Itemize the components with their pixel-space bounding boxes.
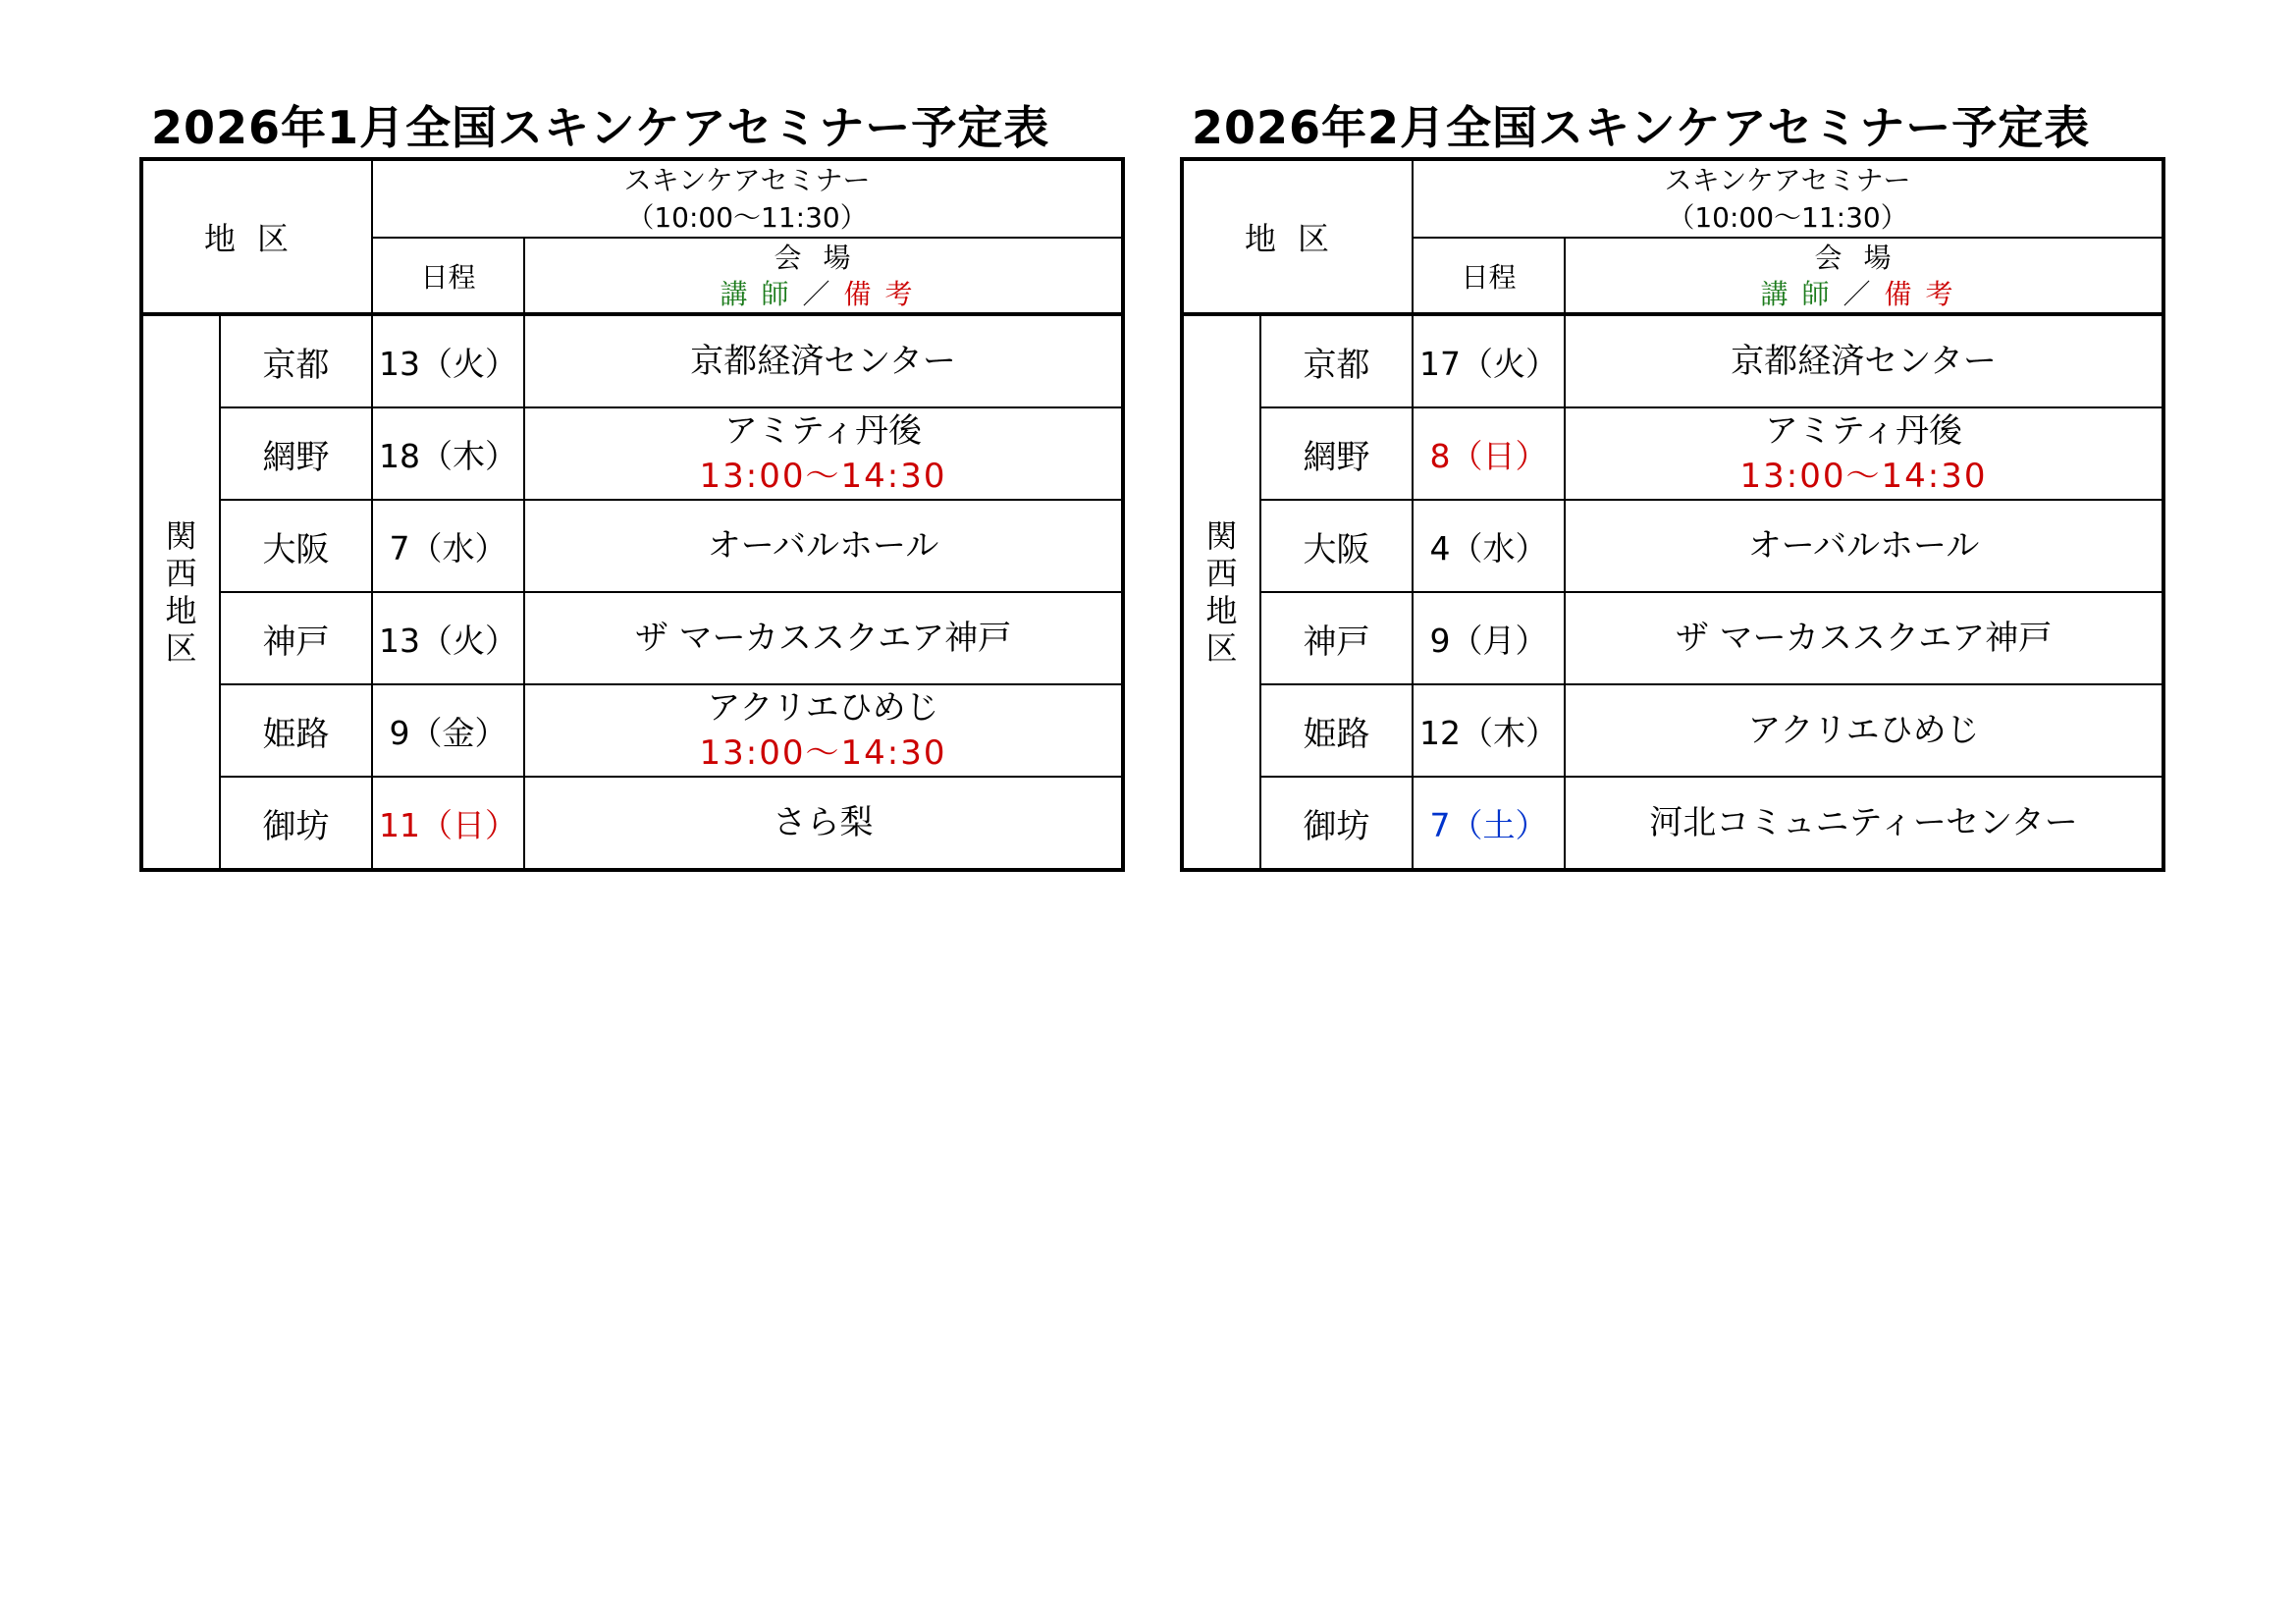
venue-cell (1565, 314, 2163, 407)
venue-name: アミティ丹後 (723, 411, 923, 451)
region-char: 西 (1205, 555, 1238, 592)
city-cell: 京都 (220, 314, 372, 407)
city-cell: 大阪 (1260, 500, 1413, 592)
venue-name: アクリエひめじ (1747, 711, 1980, 750)
date-cell: 9（金） (372, 684, 524, 777)
header-remarks: 備考 (843, 277, 927, 310)
region-char: 関 (165, 517, 197, 555)
header-lecturer-remarks (1566, 276, 2162, 312)
header-lecturer: 講師 (720, 277, 803, 310)
header-seminar-time: （10:00～11:30） (1667, 200, 1908, 234)
region-char: 地 (165, 592, 197, 629)
venue-cell (1565, 500, 2163, 592)
header-seminar (1413, 159, 2163, 238)
venue-name: 河北コミュニティーセンター (1649, 803, 2078, 842)
region-label (1182, 314, 1260, 870)
venue-time: 13:00～14:30 (1739, 457, 1988, 496)
venue-time: 13:00～14:30 (699, 457, 947, 496)
venue-cell (524, 777, 1123, 870)
venue-name: さら梨 (773, 803, 874, 842)
header-seminar (372, 159, 1123, 238)
city-cell: 神戸 (1260, 592, 1413, 684)
region-label (141, 314, 220, 870)
venue-time: 13:00～14:30 (699, 733, 947, 773)
header-venue (1565, 238, 2163, 314)
table-row (141, 500, 1123, 592)
header-separator: ／ (802, 277, 844, 310)
table-row (1182, 684, 2163, 777)
table-row (1182, 592, 2163, 684)
header-venue-label: 会場 (1814, 241, 1913, 274)
venue-name: オーバルホール (1747, 526, 1980, 566)
table-row (141, 314, 1123, 407)
region-char: 区 (165, 629, 197, 667)
date-cell: 13（火） (372, 592, 524, 684)
venue-cell (1565, 407, 2163, 500)
date-cell: 9（月） (1413, 592, 1565, 684)
city-cell: 御坊 (1260, 777, 1413, 870)
date-cell: 8（日） (1413, 407, 1565, 500)
table-row (1182, 407, 2163, 500)
header-date: 日程 (1413, 238, 1565, 314)
venue-cell (1565, 777, 2163, 870)
venue-name: アミティ丹後 (1764, 411, 1963, 451)
venue-cell (524, 407, 1123, 500)
header-venue-label: 会場 (774, 241, 873, 274)
venue-name: ザ マーカススクエア神戸 (1675, 619, 2053, 658)
header-seminar-label: スキンケアセミナー (1664, 163, 1911, 196)
date-cell: 18（木） (372, 407, 524, 500)
venue-name: ザ マーカススクエア神戸 (634, 619, 1012, 658)
date-cell: 11（日） (372, 777, 524, 870)
venue-name: 京都経済センター (690, 342, 956, 381)
region-char: 区 (1205, 629, 1238, 667)
header-lecturer-remarks (525, 276, 1121, 312)
schedule-table (139, 157, 1125, 872)
venue-cell (524, 500, 1123, 592)
header-lecturer: 講師 (1760, 277, 1843, 310)
venue-name: オーバルホール (707, 526, 939, 566)
header-seminar-label: スキンケアセミナー (623, 163, 871, 196)
region-char: 西 (165, 555, 197, 592)
date-cell: 7（土） (1413, 777, 1565, 870)
venue-name: 京都経済センター (1731, 342, 1997, 381)
city-cell: 網野 (220, 407, 372, 500)
city-cell: 網野 (1260, 407, 1413, 500)
region-char: 関 (1205, 517, 1238, 555)
venue-cell (524, 314, 1123, 407)
date-cell: 4（水） (1413, 500, 1565, 592)
city-cell: 姫路 (1260, 684, 1413, 777)
date-cell: 7（水） (372, 500, 524, 592)
region-char: 地 (1205, 592, 1238, 629)
schedule-january (139, 98, 1121, 872)
header-remarks: 備考 (1884, 277, 1967, 310)
venue-name: アクリエひめじ (707, 688, 939, 728)
date-cell: 12（木） (1413, 684, 1565, 777)
venue-cell (1565, 684, 2163, 777)
header-seminar-time: （10:00～11:30） (626, 200, 868, 234)
date-cell: 17（火） (1413, 314, 1565, 407)
venue-cell (524, 684, 1123, 777)
venue-cell (524, 592, 1123, 684)
city-cell: 神戸 (220, 592, 372, 684)
schedule-february (1180, 98, 2162, 872)
header-district: 地区 (1182, 159, 1413, 314)
table-row (1182, 500, 2163, 592)
table-row (141, 684, 1123, 777)
city-cell: 京都 (1260, 314, 1413, 407)
venue-cell (1565, 592, 2163, 684)
date-cell: 13（火） (372, 314, 524, 407)
header-district: 地区 (141, 159, 372, 314)
table-row (141, 777, 1123, 870)
city-cell: 姫路 (220, 684, 372, 777)
header-separator: ／ (1842, 277, 1885, 310)
table-row (141, 407, 1123, 500)
schedule-title: 2026年2月全国スキンケアセミナー予定表 (1192, 101, 2091, 154)
city-cell: 大阪 (220, 500, 372, 592)
schedule-title: 2026年1月全国スキンケアセミナー予定表 (151, 101, 1050, 154)
table-row (1182, 314, 2163, 407)
city-cell: 御坊 (220, 777, 372, 870)
header-date: 日程 (372, 238, 524, 314)
header-venue (524, 238, 1123, 314)
schedule-table (1180, 157, 2165, 872)
table-row (1182, 777, 2163, 870)
table-row (141, 592, 1123, 684)
